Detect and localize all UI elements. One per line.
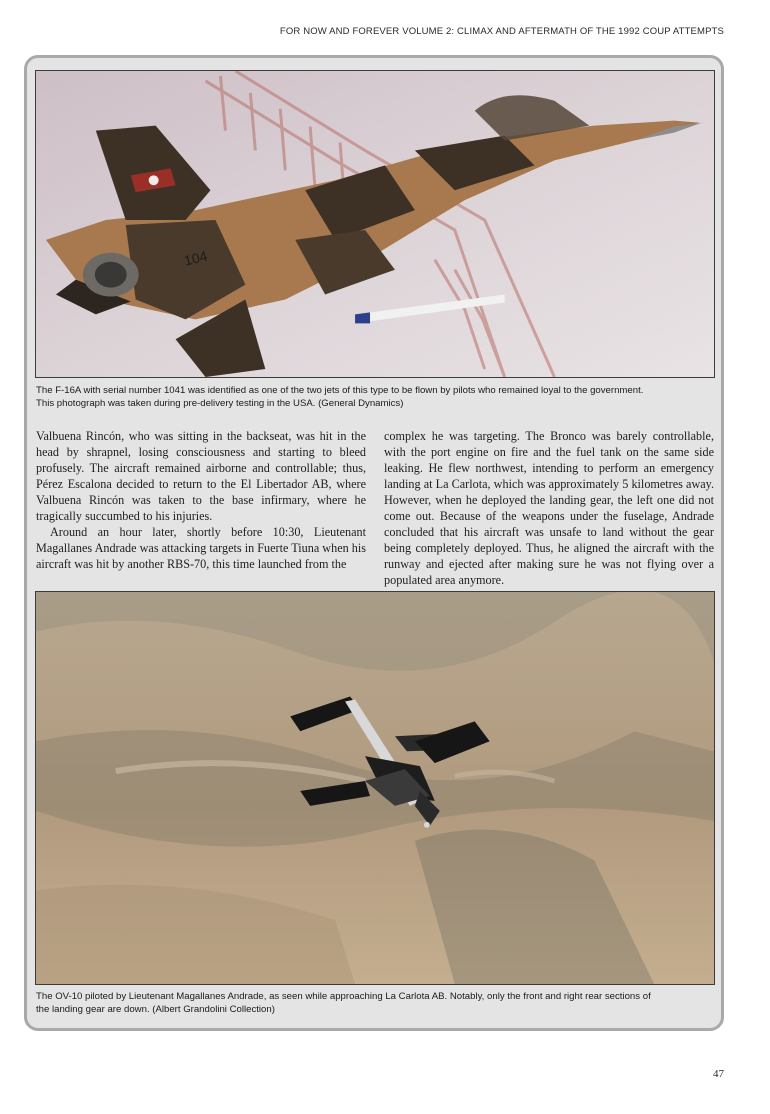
- body-column-left: [36, 428, 366, 572]
- body-paragraph: Valbuena Rincón, who was sitting in the backseat, was hit in the head by shrapnel, losing consciousness and starting to bleed profusely. The aircraft remained airborne and controllable; thus, Pérez Escalona decided to return to the El Libertador AB, where Valbuena Rincón was taken to the base infirmary, where he tragically succumbed to his injuries.: [36, 429, 366, 524]
- page-number: 47: [713, 1068, 724, 1080]
- tail-serial-marking: 104: [182, 247, 209, 269]
- figure-caption-top: [36, 385, 716, 410]
- f16-illustration: [36, 71, 714, 377]
- caption-line: This photograph was taken during pre-delivery testing in the USA. (General Dynamics): [36, 397, 404, 409]
- ov10-illustration: [36, 592, 714, 984]
- running-header: FOR NOW AND FOREVER VOLUME 2: CLIMAX AND AFTERMATH OF THE 1992 COUP ATTEMPTS: [279, 26, 724, 37]
- caption-line: The OV-10 piloted by Lieutenant Magallanes Andrade, as seen while approaching La Carlota AB. Notably, only the front and right rear sections of: [36, 991, 651, 1002]
- photo-ov10: [35, 591, 715, 985]
- body-paragraph: Around an hour later, shortly before 10:30, Lieutenant Magallanes Andrade was attacking targets in Fuerte Tiuna when his aircraft was hit by another RBS-70, this time launched from the: [36, 525, 366, 572]
- photo-f16: [35, 70, 715, 378]
- body-column-right: [384, 428, 714, 588]
- figure-caption-bottom: [36, 991, 716, 1016]
- caption-line: the landing gear are down. (Albert Grandolini Collection): [36, 1003, 275, 1015]
- caption-line: The F-16A with serial number 1041 was identified as one of the two jets of this type to be flown by pilots who remained loyal to the government.: [36, 385, 644, 396]
- body-paragraph: complex he was targeting. The Bronco was barely controllable, with the port engine on fire and the fuel tank on the same side leaking. He flew northwest, intending to perform an emergency landing at La Carlota, which was approximately 5 kilometres away. However, when he deployed the landing gear, the left one did not come out. Because of the weapons under the fuselage, Andrade concluded that his aircraft was unsafe to land without the gear being completely deployed. Thus, he aligned the aircraft with the runway and ejected after making sure he was not flying over a populated area anymore.: [384, 429, 714, 588]
